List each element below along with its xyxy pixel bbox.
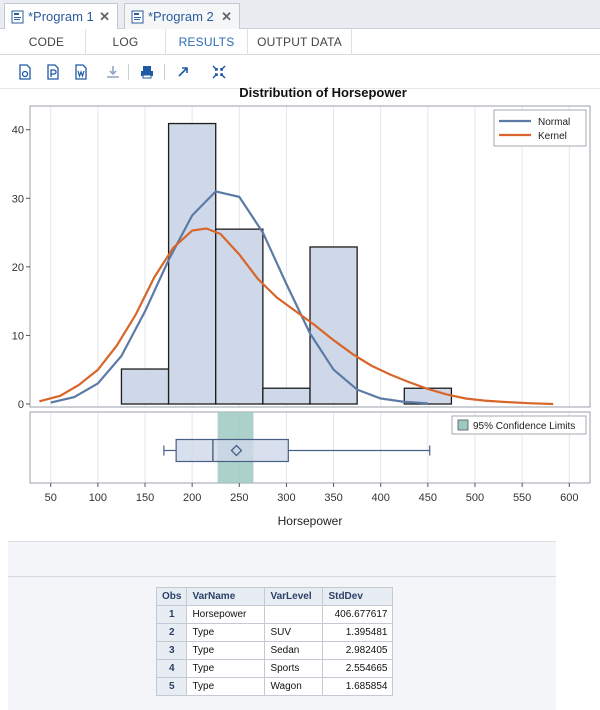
divider <box>8 576 556 577</box>
tab-log[interactable]: LOG <box>86 29 166 54</box>
tab-label: *Program 2 <box>148 9 214 24</box>
legend-label: Normal <box>538 117 571 128</box>
table-cell: Sports <box>265 660 323 678</box>
table-cell: Sedan <box>265 642 323 660</box>
x-tick-label: 300 <box>277 492 296 504</box>
table-cell: 2.554665 <box>323 660 393 678</box>
y-tick-label: 40 <box>11 124 24 137</box>
legend-label: 95% Confidence Limits <box>473 421 576 432</box>
column-header: Obs <box>157 588 187 606</box>
program-icon <box>11 10 25 24</box>
table-header-row <box>157 588 393 606</box>
table-row <box>157 678 393 696</box>
horsepower-distribution-chart <box>0 84 600 540</box>
pdf-export-icon[interactable] <box>44 63 62 81</box>
html-export-icon[interactable] <box>16 63 34 81</box>
table-cell: Wagon <box>265 678 323 696</box>
table-row <box>157 606 393 624</box>
table-cell: 1 <box>157 606 187 624</box>
y-tick-label: 20 <box>11 261 24 274</box>
table-cell: 2 <box>157 624 187 642</box>
table-cell: 2.982405 <box>323 642 393 660</box>
table-cell: Horsepower <box>187 606 265 624</box>
table-cell: Type <box>187 642 265 660</box>
y-tick-label: 30 <box>11 193 24 206</box>
close-icon[interactable]: ✕ <box>99 9 110 24</box>
results-output-area <box>8 541 556 710</box>
table-body <box>157 606 393 696</box>
x-tick-label: 350 <box>324 492 343 504</box>
x-tick-label: 250 <box>230 492 249 504</box>
tab-code[interactable]: CODE <box>8 29 86 54</box>
tab-label: *Program 1 <box>28 9 94 24</box>
program-icon <box>131 10 145 24</box>
table-cell: Type <box>187 624 265 642</box>
tab-program-1[interactable] <box>4 3 118 29</box>
program-tab-bar <box>0 0 600 29</box>
download-icon[interactable] <box>104 63 122 81</box>
histogram-bar <box>121 369 168 404</box>
x-axis-label: Horsepower <box>277 514 343 528</box>
print-icon[interactable] <box>138 63 156 81</box>
axis-layer <box>12 106 590 504</box>
close-icon[interactable]: ✕ <box>221 9 232 24</box>
table-cell: 1.685854 <box>323 678 393 696</box>
column-header: StdDev <box>323 588 393 606</box>
histogram-bar <box>310 247 357 404</box>
y-tick-label: 10 <box>11 330 24 343</box>
collapse-icon[interactable] <box>210 63 228 81</box>
x-tick-label: 500 <box>465 492 485 504</box>
table-row <box>157 642 393 660</box>
table-cell: 1.395481 <box>323 624 393 642</box>
legend-swatch <box>458 420 468 430</box>
toolbar-separator <box>128 64 129 80</box>
legend-layer <box>452 110 586 434</box>
histogram-bar <box>263 388 310 404</box>
kernel-curve <box>39 229 553 405</box>
open-new-window-icon[interactable] <box>174 63 192 81</box>
column-header: VarLevel <box>265 588 323 606</box>
box-layer <box>164 412 430 483</box>
tab-program-2[interactable] <box>124 3 240 29</box>
table-cell: 406.677617 <box>323 606 393 624</box>
rtf-export-icon[interactable] <box>72 63 90 81</box>
view-tab-bar <box>0 29 600 55</box>
tab-output-data[interactable]: OUTPUT DATA <box>248 29 352 54</box>
x-tick-label: 400 <box>371 492 390 504</box>
histogram-bar <box>169 124 216 404</box>
table-cell: 4 <box>157 660 187 678</box>
table-cell: 5 <box>157 678 187 696</box>
chart-title: Distribution of Horsepower <box>239 85 407 100</box>
y-tick-label: 0 <box>17 399 24 411</box>
results-table <box>156 587 393 696</box>
x-tick-label: 450 <box>418 492 438 504</box>
table-cell: SUV <box>265 624 323 642</box>
x-tick-label: 550 <box>512 492 532 504</box>
table-cell <box>265 606 323 624</box>
column-header: VarName <box>187 588 265 606</box>
x-tick-label: 50 <box>44 492 57 504</box>
x-tick-label: 100 <box>88 492 108 504</box>
x-tick-label: 150 <box>135 492 155 504</box>
curve-layer <box>39 191 553 404</box>
tab-results[interactable]: RESULTS <box>166 29 248 54</box>
table-row <box>157 624 393 642</box>
toolbar-separator <box>164 64 165 80</box>
x-tick-label: 600 <box>560 492 579 504</box>
table-row <box>157 660 393 678</box>
table-cell: 3 <box>157 642 187 660</box>
x-tick-label: 200 <box>182 492 202 504</box>
chart-panel <box>0 84 600 540</box>
legend-label: Kernel <box>538 131 567 142</box>
table-cell: Type <box>187 678 265 696</box>
table-cell: Type <box>187 660 265 678</box>
